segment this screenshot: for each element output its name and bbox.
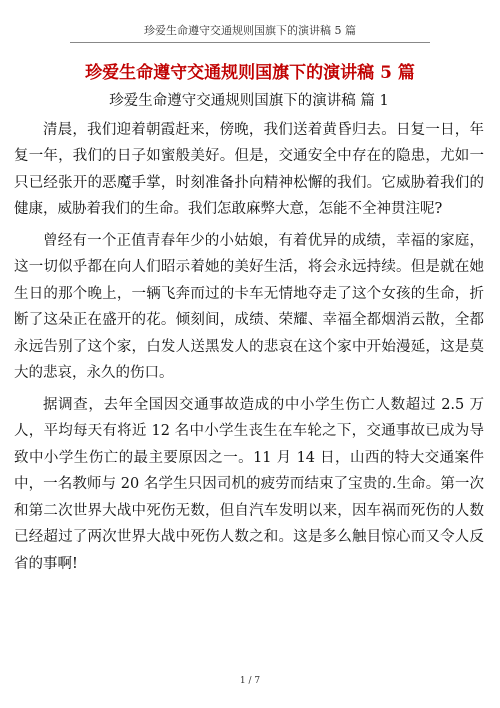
- paragraph: 曾经有一个正值青春年少的小姑娘，有着优异的成绩，幸福的家庭，这一切似乎都在向人们昭示着她的美好生活，将会永远持续。但是就在她生日的那个晚上，一辆飞奔而过的卡车无情地夺走了这个女孩的生命，折断了这朵正在盛开的花。倾刻间，成绩、荣耀、幸福全都烟消云散，全都永远告别了这个家，白发人送黑发人的悲哀在这个家中开始漫延，这是莫大的悲哀，永久的伤口。: [14, 232, 484, 381]
- running-header: 珍爱生命遵守交通规则国旗下的演讲稿 5 篇: [144, 24, 356, 37]
- paragraph: 据调查，去年全国因交通事故造成的中小学生伤亡人数超过 2.5 万人，平均每天有将近 12 名中小学生丧生在车轮之下，交通事故已成为导致中小学生伤亡的最主要原因之一。11 月 14 日，山西的特大交通案件中，一名教师与 20 名学生只因司机的疲劳而结束了宝贵的.生命。第一次和第二次世界大战中死伤无数，但自汽车发明以来，因车祸而死伤的人数已经超过了两次世界大战中死伤人数之和。这是多么触目惊心而又令人反省的事啊!: [14, 396, 484, 572]
- header-divider: [70, 42, 430, 43]
- section-subtitle: 珍爱生命遵守交通规则国旗下的演讲稿 篇 1: [109, 93, 389, 109]
- paragraph: 清晨，我们迎着朝霞赶来，傍晚，我们送着黄昏归去。日复一日，年复一年，我们的日子如蜜般美好。但是，交通安全中存在的隐患，尤如一只已经张开的恶魔手掌，时刻准备扑向精神松懈的我们。它威胁着我们的健康，威胁着我们的生命。我们怎敢麻弊大意，怎能不全神贯注呢?: [14, 121, 484, 217]
- page-number: 1 / 7: [239, 676, 261, 686]
- document-body: [14, 88, 484, 582]
- document-title: 珍爱生命遵守交通规则国旗下的演讲稿 5 篇: [85, 63, 415, 83]
